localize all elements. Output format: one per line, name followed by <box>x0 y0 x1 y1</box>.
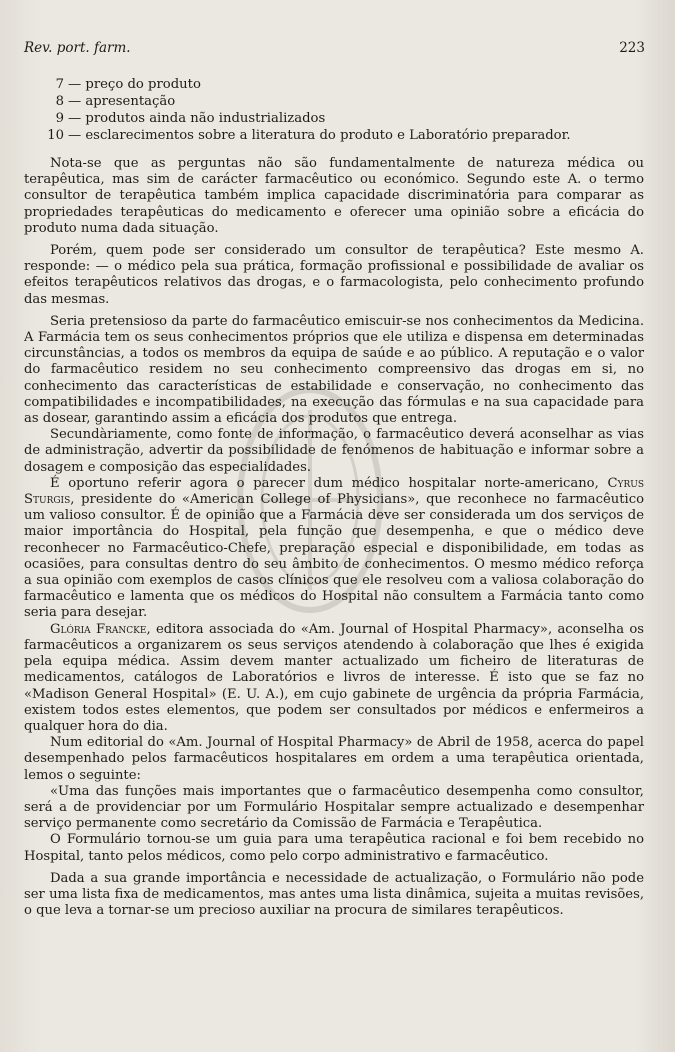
list-item: 8 — apresentação <box>55 94 176 109</box>
paragraph: Num editorial do «Am. Journal of Hospital Pharmacy» de Abril de 1958, acerca do papel desempenhado pelos farmacêuticos hospitalares em ordem a uma terapêutica orientada, lemos o seguinte: <box>24 735 644 783</box>
quote-paragraph: «Uma das funções mais importantes que o farmacêutico desempenha como consultor, será a de providenciar por um Formulário Hospitalar sempre actualizado e desempenhar serviço permanente como secretário da Comissão de Farmácia e Terapêutica. <box>24 783 644 832</box>
person-name: Cyrus Sturgis <box>24 475 644 508</box>
running-header <box>24 40 645 60</box>
page-number: 223 <box>619 40 645 56</box>
list-item: 9 — produtos ainda não industrializados <box>55 111 326 126</box>
paragraph: Secundàriamente, como fonte de informação, o farmacêutico deverá aconselhar as vias de administração, advertir da possibilidade de fenómenos de habituação e informar sobre a dosagem e composição das especialidades. <box>24 427 644 475</box>
list-item: 10 — esclarecimentos sobre a literatura do produto e Laboratório preparador. <box>47 128 571 143</box>
person-name: Glória Francke <box>50 621 147 637</box>
list-item: 7 — preço do produto <box>55 77 201 92</box>
paragraph: É oportuno referir agora o parecer dum médico hospitalar norte-americano, Cyrus Sturgis, presidente do «American College of Physicians», que reconhece no farmacêutico um valioso consultor. É de opinião que a Farmácia deve ser considerada um dos serviços de maior importância do Hospital, pela função que desempenha, e que o médico deve reconhecer no Farmacêutico-Chefe, preparação especial e disponibilidade, em todas as ocasiões, para consultas dentro do seu âmbito de conhecimentos. O mesmo médico reforça a sua opinião com exemplos de casos clínicos que ele resolveu com a valiosa colaboração do farmacêutico e lamenta que os médicos do Hospital não consultem a Farmácia tanto como seria para desejar. <box>24 475 644 621</box>
numbered-list <box>24 76 644 144</box>
quote-paragraph: O Formulário tornou-se um guia para uma terapêutica racional e foi bem recebido no Hospital, tanto pelos médicos, como pelo corpo administrativo e farmacêutico. <box>24 832 644 864</box>
journal-title: Rev. port. farm. <box>24 40 131 56</box>
quote-paragraph: Dada a sua grande importância e necessidade de actualização, o Formulário não pode ser uma lista fixa de medicamentos, mas antes uma lista dinâmica, sujeita a muitas revisões, o que leva a tornar-se um precioso auxiliar na procura de similares terapêuticos. <box>24 870 644 919</box>
paragraph: Seria pretensioso da parte do farmacêutico emiscuir-se nos conhecimentos da Medicina. A Farmácia tem os seus conhecimentos próprios que ele utiliza e dispensa em determinadas circunstâncias, a todos os membros da equipa de saúde e ao público. A reputação e o valor do farmacêutico residem no seu conhecimento compreensivo das drogas em si, no conhecimento das características de estabilidade e conservação, no conhecimento das compatibilidades e incompatibilidades, na execução das fórmulas e na sua capacidade para as dosear, garantindo assim a eficácia dos produtos que entrega. <box>24 313 644 427</box>
paragraph: Porém, quem pode ser considerado um consultor de terapêutica? Este mesmo A. responde: — o médico pela sua prática, formação profissional e possibilidade de avaliar os efeitos terapêuticos relativos das drogas, e o farmacologista, pelo conhecimento profundo das mesmas. <box>24 243 644 307</box>
paragraph: Nota-se que as perguntas não são fundamentalmente de natureza médica ou terapêutica, mas sim de carácter farmacêutico ou económico. Segundo este A. o termo consultor de terapêutica também implica capacidade discriminatória para comparar as propriedades terapêuticas do medicamento e oferecer uma opinião sobre a eficácia do produto numa dada situação. <box>24 156 644 236</box>
article-body <box>24 156 644 919</box>
paragraph: Glória Francke, editora associada do «Am. Journal of Hospital Pharmacy», aconselha os farmacêuticos a organizarem os seus serviços atendendo à colaboração que lhes é exigida pela equipa médica. Assim devem manter actualizado um ficheiro de literaturas de medicamentos, catálogos de Laboratórios e livros de interesse. É isto que se faz no «Madison General Hospital» (E. U. A.), em cujo gabinete de urgência da própria Farmácia, existem todos estes elementos, que podem ser consultados por médicos e enfermeiros a qualquer hora do dia. <box>24 621 645 734</box>
